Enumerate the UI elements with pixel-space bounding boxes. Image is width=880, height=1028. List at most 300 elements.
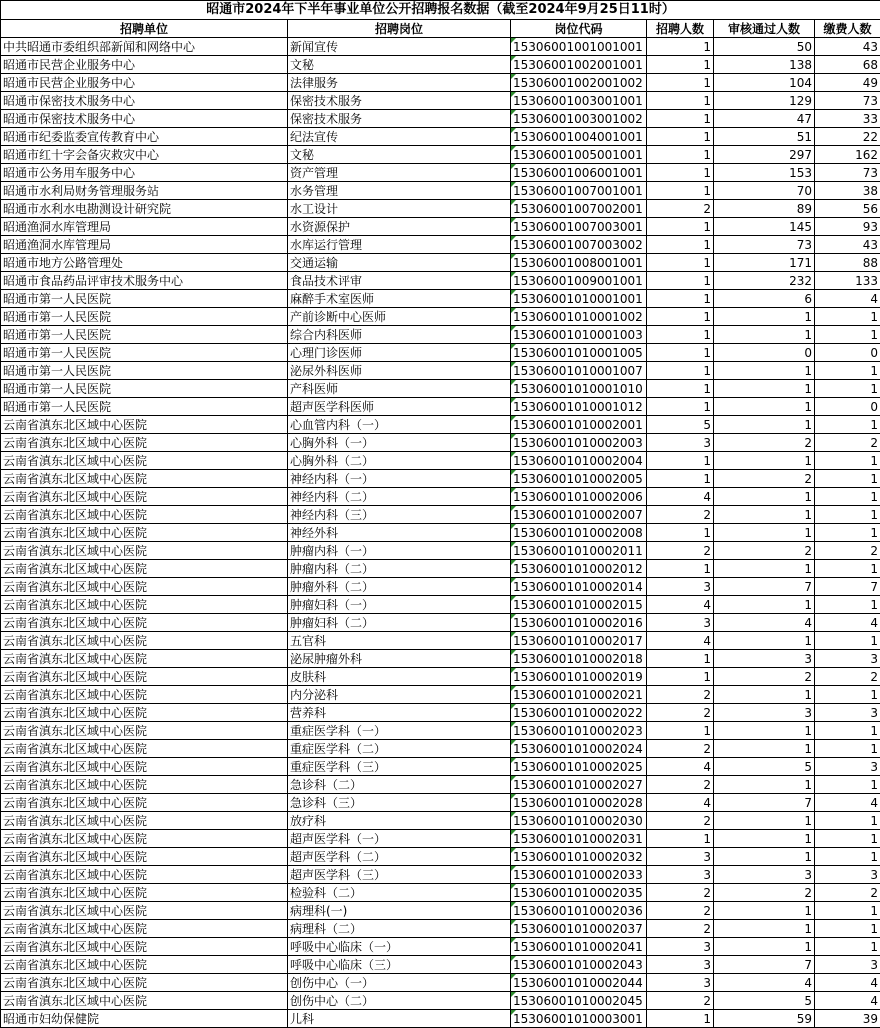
cell-quota: 2 [647, 200, 714, 218]
cell-paid: 162 [815, 146, 880, 164]
cell-code: 15306001007003001 [511, 218, 647, 236]
cell-unit: 昭通市妇幼保健院 [1, 1010, 288, 1028]
cell-quota: 1 [647, 830, 714, 848]
cell-code: 15306001003001001 [511, 92, 647, 110]
cell-code: 15306001010002016 [511, 614, 647, 632]
cell-quota: 1 [647, 344, 714, 362]
cell-quota: 1 [647, 308, 714, 326]
header-unit: 招聘单位 [1, 20, 288, 38]
cell-paid: 1 [815, 380, 880, 398]
cell-position: 心理门诊医师 [288, 344, 511, 362]
cell-position: 肿瘤妇科（一） [288, 596, 511, 614]
cell-unit: 云南省滇东北区域中心医院 [1, 470, 288, 488]
cell-position: 产前诊断中心医师 [288, 308, 511, 326]
cell-approved: 1 [714, 920, 815, 938]
cell-paid: 1 [815, 362, 880, 380]
cell-quota: 1 [647, 218, 714, 236]
cell-code: 15306001010002014 [511, 578, 647, 596]
cell-quota: 1 [647, 56, 714, 74]
cell-approved: 89 [714, 200, 815, 218]
cell-approved: 0 [714, 344, 815, 362]
cell-position: 神经内科（二） [288, 488, 511, 506]
cell-quota: 2 [647, 884, 714, 902]
cell-quota: 3 [647, 614, 714, 632]
cell-paid: 1 [815, 812, 880, 830]
table-row [1, 146, 880, 164]
cell-unit: 云南省滇东北区域中心医院 [1, 722, 288, 740]
cell-quota: 1 [647, 470, 714, 488]
table-row [1, 56, 880, 74]
cell-paid: 1 [815, 470, 880, 488]
cell-approved: 1 [714, 902, 815, 920]
cell-unit: 昭通市民营企业服务中心 [1, 74, 288, 92]
cell-approved: 1 [714, 362, 815, 380]
cell-unit: 云南省滇东北区域中心医院 [1, 560, 288, 578]
cell-unit: 云南省滇东北区域中心医院 [1, 578, 288, 596]
cell-position: 急诊科（二） [288, 776, 511, 794]
cell-quota: 1 [647, 398, 714, 416]
cell-paid: 49 [815, 74, 880, 92]
table-row [1, 506, 880, 524]
cell-quota: 1 [647, 722, 714, 740]
table-row [1, 380, 880, 398]
cell-code: 15306001010002021 [511, 686, 647, 704]
cell-unit: 昭通市水利水电勘测设计研究院 [1, 200, 288, 218]
cell-quota: 1 [647, 290, 714, 308]
cell-paid: 7 [815, 578, 880, 596]
cell-unit: 云南省滇东北区域中心医院 [1, 938, 288, 956]
cell-quota: 1 [647, 272, 714, 290]
cell-quota: 3 [647, 578, 714, 596]
cell-code: 15306001010001010 [511, 380, 647, 398]
cell-unit: 中共昭通市委组织部新闻和网络中心 [1, 38, 288, 56]
cell-unit: 云南省滇东北区域中心医院 [1, 434, 288, 452]
cell-paid: 38 [815, 182, 880, 200]
cell-paid: 4 [815, 974, 880, 992]
table-row [1, 794, 880, 812]
cell-position: 超声医学科（二） [288, 848, 511, 866]
table-row [1, 362, 880, 380]
cell-unit: 云南省滇东北区域中心医院 [1, 848, 288, 866]
cell-code: 15306001010001005 [511, 344, 647, 362]
cell-position: 检验科（二） [288, 884, 511, 902]
table-row [1, 254, 880, 272]
cell-code: 15306001002001001 [511, 56, 647, 74]
cell-paid: 1 [815, 326, 880, 344]
cell-unit: 昭通市第一人民医院 [1, 344, 288, 362]
cell-unit: 云南省滇东北区域中心医院 [1, 524, 288, 542]
cell-quota: 4 [647, 488, 714, 506]
cell-code: 15306001010002028 [511, 794, 647, 812]
cell-code: 15306001003001002 [511, 110, 647, 128]
cell-approved: 1 [714, 398, 815, 416]
cell-position: 交通运输 [288, 254, 511, 272]
cell-approved: 7 [714, 578, 815, 596]
cell-code: 15306001010002022 [511, 704, 647, 722]
cell-approved: 1 [714, 812, 815, 830]
cell-code: 15306001010002018 [511, 650, 647, 668]
cell-quota: 1 [647, 110, 714, 128]
table-row [1, 470, 880, 488]
cell-unit: 云南省滇东北区域中心医院 [1, 506, 288, 524]
cell-code: 15306001010002008 [511, 524, 647, 542]
cell-unit: 云南省滇东北区域中心医院 [1, 650, 288, 668]
cell-unit: 云南省滇东北区域中心医院 [1, 902, 288, 920]
cell-unit: 昭通市第一人民医院 [1, 398, 288, 416]
cell-unit: 云南省滇东北区域中心医院 [1, 920, 288, 938]
cell-unit: 云南省滇东北区域中心医院 [1, 974, 288, 992]
cell-quota: 2 [647, 542, 714, 560]
cell-position: 肿瘤内科（二） [288, 560, 511, 578]
cell-quota: 3 [647, 866, 714, 884]
cell-unit: 云南省滇东北区域中心医院 [1, 614, 288, 632]
cell-quota: 1 [647, 254, 714, 272]
table-row [1, 992, 880, 1010]
cell-code: 15306001007001001 [511, 182, 647, 200]
cell-approved: 1 [714, 506, 815, 524]
table-row [1, 1010, 880, 1028]
cell-position: 保密技术服务 [288, 92, 511, 110]
cell-unit: 云南省滇东北区域中心医院 [1, 686, 288, 704]
cell-approved: 5 [714, 758, 815, 776]
cell-position: 重症医学科（二） [288, 740, 511, 758]
cell-unit: 昭通渔洞水库管理局 [1, 218, 288, 236]
cell-quota: 1 [647, 668, 714, 686]
cell-approved: 1 [714, 380, 815, 398]
table-row [1, 596, 880, 614]
cell-approved: 4 [714, 614, 815, 632]
cell-approved: 3 [714, 650, 815, 668]
table-row [1, 290, 880, 308]
cell-position: 资产管理 [288, 164, 511, 182]
cell-position: 创伤中心（一） [288, 974, 511, 992]
cell-approved: 138 [714, 56, 815, 74]
cell-position: 保密技术服务 [288, 110, 511, 128]
cell-unit: 云南省滇东北区域中心医院 [1, 704, 288, 722]
cell-paid: 73 [815, 92, 880, 110]
cell-approved: 3 [714, 704, 815, 722]
table-row [1, 416, 880, 434]
cell-approved: 1 [714, 326, 815, 344]
cell-quota: 1 [647, 380, 714, 398]
cell-paid: 2 [815, 884, 880, 902]
cell-position: 水库运行管理 [288, 236, 511, 254]
cell-quota: 1 [647, 326, 714, 344]
header-quota: 招聘人数 [647, 20, 714, 38]
cell-unit: 云南省滇东北区域中心医院 [1, 812, 288, 830]
cell-position: 文秘 [288, 146, 511, 164]
cell-position: 食品技术评审 [288, 272, 511, 290]
cell-code: 15306001010002004 [511, 452, 647, 470]
cell-paid: 0 [815, 398, 880, 416]
cell-quota: 1 [647, 524, 714, 542]
cell-paid: 1 [815, 416, 880, 434]
table-row [1, 488, 880, 506]
table-row [1, 956, 880, 974]
table-body [1, 38, 880, 1028]
table-row [1, 866, 880, 884]
cell-approved: 1 [714, 830, 815, 848]
cell-paid: 3 [815, 866, 880, 884]
cell-quota: 1 [647, 1010, 714, 1028]
cell-code: 15306001010002033 [511, 866, 647, 884]
cell-position: 营养科 [288, 704, 511, 722]
cell-code: 15306001010002030 [511, 812, 647, 830]
cell-paid: 1 [815, 452, 880, 470]
cell-unit: 昭通市地方公路管理处 [1, 254, 288, 272]
table-row [1, 218, 880, 236]
cell-quota: 1 [647, 38, 714, 56]
cell-code: 15306001001001001 [511, 38, 647, 56]
cell-unit: 昭通市保密技术服务中心 [1, 92, 288, 110]
cell-paid: 1 [815, 902, 880, 920]
table-row [1, 632, 880, 650]
cell-code: 15306001010003001 [511, 1010, 647, 1028]
cell-paid: 4 [815, 614, 880, 632]
cell-approved: 232 [714, 272, 815, 290]
table-row [1, 776, 880, 794]
cell-unit: 云南省滇东北区域中心医院 [1, 794, 288, 812]
table-row [1, 434, 880, 452]
cell-code: 15306001010002032 [511, 848, 647, 866]
table-row [1, 686, 880, 704]
cell-paid: 1 [815, 776, 880, 794]
cell-code: 15306001010002044 [511, 974, 647, 992]
cell-code: 15306001010002023 [511, 722, 647, 740]
cell-position: 综合内科医师 [288, 326, 511, 344]
table-row [1, 704, 880, 722]
cell-code: 15306001007002001 [511, 200, 647, 218]
cell-quota: 1 [647, 362, 714, 380]
cell-quota: 2 [647, 776, 714, 794]
cell-paid: 88 [815, 254, 880, 272]
cell-approved: 7 [714, 956, 815, 974]
cell-quota: 2 [647, 902, 714, 920]
cell-position: 重症医学科（一） [288, 722, 511, 740]
cell-paid: 93 [815, 218, 880, 236]
table-row [1, 524, 880, 542]
cell-paid: 4 [815, 992, 880, 1010]
cell-position: 急诊科（三） [288, 794, 511, 812]
cell-unit: 昭通市第一人民医院 [1, 380, 288, 398]
cell-unit: 云南省滇东北区域中心医院 [1, 596, 288, 614]
cell-quota: 4 [647, 596, 714, 614]
cell-approved: 1 [714, 686, 815, 704]
cell-quota: 4 [647, 794, 714, 812]
table-row [1, 200, 880, 218]
cell-approved: 1 [714, 848, 815, 866]
cell-approved: 1 [714, 308, 815, 326]
cell-unit: 昭通市水利局财务管理服务站 [1, 182, 288, 200]
table-row [1, 308, 880, 326]
header-position: 招聘岗位 [288, 20, 511, 38]
cell-code: 15306001010002024 [511, 740, 647, 758]
cell-position: 泌尿肿瘤外科 [288, 650, 511, 668]
cell-code: 15306001010002007 [511, 506, 647, 524]
table-row [1, 884, 880, 902]
table-row [1, 38, 880, 56]
cell-code: 15306001010001001 [511, 290, 647, 308]
cell-paid: 1 [815, 722, 880, 740]
cell-approved: 1 [714, 776, 815, 794]
cell-paid: 3 [815, 758, 880, 776]
cell-position: 文秘 [288, 56, 511, 74]
cell-approved: 1 [714, 740, 815, 758]
cell-paid: 22 [815, 128, 880, 146]
cell-position: 五官科 [288, 632, 511, 650]
cell-code: 15306001010002012 [511, 560, 647, 578]
cell-code: 15306001010001007 [511, 362, 647, 380]
cell-approved: 2 [714, 470, 815, 488]
cell-unit: 云南省滇东北区域中心医院 [1, 776, 288, 794]
table-row [1, 326, 880, 344]
table-row [1, 758, 880, 776]
table-row [1, 668, 880, 686]
cell-quota: 1 [647, 452, 714, 470]
cell-approved: 6 [714, 290, 815, 308]
cell-code: 15306001010002019 [511, 668, 647, 686]
cell-unit: 云南省滇东北区域中心医院 [1, 884, 288, 902]
cell-position: 超声医学科（一） [288, 830, 511, 848]
cell-paid: 1 [815, 524, 880, 542]
cell-paid: 1 [815, 596, 880, 614]
cell-approved: 129 [714, 92, 815, 110]
cell-code: 15306001010002031 [511, 830, 647, 848]
cell-code: 15306001006001001 [511, 164, 647, 182]
cell-approved: 5 [714, 992, 815, 1010]
cell-code: 15306001005001001 [511, 146, 647, 164]
cell-quota: 4 [647, 632, 714, 650]
table-row [1, 614, 880, 632]
cell-unit: 昭通市公务用车服务中心 [1, 164, 288, 182]
cell-unit: 昭通市第一人民医院 [1, 290, 288, 308]
cell-quota: 1 [647, 74, 714, 92]
cell-quota: 1 [647, 182, 714, 200]
cell-approved: 7 [714, 794, 815, 812]
cell-position: 肿瘤妇科（二） [288, 614, 511, 632]
cell-position: 呼吸中心临床（三） [288, 956, 511, 974]
header-paid: 缴费人数 [815, 20, 880, 38]
cell-approved: 1 [714, 452, 815, 470]
cell-position: 内分泌科 [288, 686, 511, 704]
table-row [1, 560, 880, 578]
cell-quota: 1 [647, 236, 714, 254]
cell-approved: 1 [714, 416, 815, 434]
cell-approved: 1 [714, 632, 815, 650]
cell-approved: 1 [714, 524, 815, 542]
cell-quota: 2 [647, 812, 714, 830]
table-row [1, 812, 880, 830]
table-row [1, 542, 880, 560]
cell-position: 产科医师 [288, 380, 511, 398]
header-code: 岗位代码 [511, 20, 647, 38]
cell-quota: 2 [647, 740, 714, 758]
cell-code: 15306001010002017 [511, 632, 647, 650]
table-row [1, 74, 880, 92]
cell-quota: 3 [647, 956, 714, 974]
table-row [1, 578, 880, 596]
cell-quota: 1 [647, 128, 714, 146]
cell-unit: 昭通市红十字会备灾救灾中心 [1, 146, 288, 164]
cell-position: 肿瘤内科（一） [288, 542, 511, 560]
cell-approved: 2 [714, 542, 815, 560]
cell-paid: 4 [815, 290, 880, 308]
cell-position: 超声医学科（三） [288, 866, 511, 884]
cell-position: 纪法宣传 [288, 128, 511, 146]
cell-code: 15306001009001001 [511, 272, 647, 290]
cell-paid: 39 [815, 1010, 880, 1028]
cell-unit: 昭通市第一人民医院 [1, 362, 288, 380]
cell-quota: 2 [647, 704, 714, 722]
cell-approved: 51 [714, 128, 815, 146]
cell-approved: 50 [714, 38, 815, 56]
cell-approved: 2 [714, 668, 815, 686]
cell-paid: 2 [815, 668, 880, 686]
cell-code: 15306001002001002 [511, 74, 647, 92]
cell-quota: 4 [647, 758, 714, 776]
cell-unit: 云南省滇东北区域中心医院 [1, 632, 288, 650]
table-row [1, 272, 880, 290]
cell-position: 放疗科 [288, 812, 511, 830]
cell-paid: 1 [815, 848, 880, 866]
cell-position: 麻醉手术室医师 [288, 290, 511, 308]
cell-paid: 3 [815, 704, 880, 722]
cell-code: 15306001010002015 [511, 596, 647, 614]
cell-paid: 2 [815, 434, 880, 452]
cell-approved: 2 [714, 434, 815, 452]
cell-quota: 3 [647, 848, 714, 866]
table-row [1, 164, 880, 182]
cell-quota: 1 [647, 92, 714, 110]
table-row [1, 974, 880, 992]
table-row [1, 182, 880, 200]
cell-unit: 昭通市食品药品评审技术服务中心 [1, 272, 288, 290]
cell-code: 15306001010002043 [511, 956, 647, 974]
cell-code: 15306001010002027 [511, 776, 647, 794]
cell-position: 儿科 [288, 1010, 511, 1028]
header-approved: 审核通过人数 [714, 20, 815, 38]
cell-unit: 昭通市纪委监委宣传教育中心 [1, 128, 288, 146]
cell-code: 15306001010002037 [511, 920, 647, 938]
cell-approved: 297 [714, 146, 815, 164]
cell-position: 法律服务 [288, 74, 511, 92]
cell-paid: 1 [815, 830, 880, 848]
cell-unit: 昭通市民营企业服务中心 [1, 56, 288, 74]
cell-paid: 73 [815, 164, 880, 182]
cell-unit: 昭通市保密技术服务中心 [1, 110, 288, 128]
cell-quota: 2 [647, 686, 714, 704]
cell-unit: 云南省滇东北区域中心医院 [1, 830, 288, 848]
cell-code: 15306001010002025 [511, 758, 647, 776]
cell-unit: 云南省滇东北区域中心医院 [1, 866, 288, 884]
cell-code: 15306001010002045 [511, 992, 647, 1010]
cell-unit: 云南省滇东北区域中心医院 [1, 668, 288, 686]
cell-position: 泌尿外科医师 [288, 362, 511, 380]
cell-code: 15306001010002003 [511, 434, 647, 452]
cell-position: 皮肤科 [288, 668, 511, 686]
cell-unit: 昭通渔洞水库管理局 [1, 236, 288, 254]
cell-approved: 4 [714, 974, 815, 992]
table-row [1, 344, 880, 362]
cell-code: 15306001010002001 [511, 416, 647, 434]
cell-unit: 云南省滇东北区域中心医院 [1, 740, 288, 758]
cell-code: 15306001010002005 [511, 470, 647, 488]
cell-approved: 59 [714, 1010, 815, 1028]
cell-paid: 1 [815, 308, 880, 326]
cell-code: 15306001010001012 [511, 398, 647, 416]
cell-quota: 3 [647, 938, 714, 956]
title-row [1, 1, 880, 20]
